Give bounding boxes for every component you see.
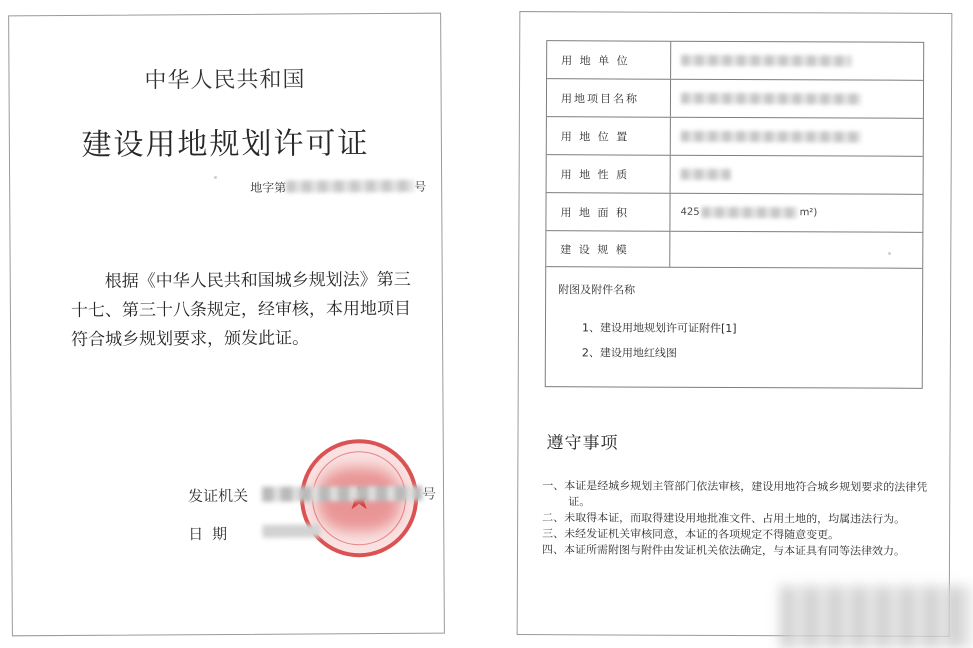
rule-item: 一、本证是经城乡规划主管部门依法审核，建设用地符合城乡规划要求的法律凭证。 [542, 479, 928, 509]
issuer-suffix: 号 [421, 486, 437, 503]
table-row [547, 41, 923, 81]
scan-speck [888, 252, 891, 255]
rule-item: 三、未经发证机关审核同意，本证的各项规定不得随意变更。 [542, 527, 840, 542]
row-value [671, 42, 923, 80]
issuer-label: 发证机关 [187, 486, 249, 506]
attachments-section [546, 267, 923, 388]
rule-item: 四、本证所需附图与附件由发证机关依法确定，与本证具有同等法律效力。 [541, 543, 906, 558]
row-label: 用 地 性 质 [547, 155, 671, 193]
certificate-number-prefix: 地字第 [250, 180, 287, 195]
certificate-title: 建设用地规划许可证 [81, 126, 370, 163]
row-value [671, 118, 923, 156]
row-label: 用 地 面 积 [546, 193, 670, 231]
row-value [670, 232, 922, 268]
land-info-table [545, 40, 925, 389]
scan-speck [214, 176, 217, 179]
rule-item: 二、未取得本证，而取得建设用地批准文件、占用土地的，均属违法行为。 [542, 511, 906, 526]
certificate-number-suffix: 号 [414, 179, 427, 194]
row-label: 用 地 单 位 [547, 41, 671, 79]
redacted-value [681, 93, 861, 105]
redacted-value [681, 131, 861, 143]
row-label: 用 地 位 置 [547, 117, 671, 155]
redacted-date [262, 524, 320, 537]
area-value-suffix: m²) [799, 207, 818, 219]
certificate-number [250, 178, 426, 196]
attachment-item: 1、建设用地规划许可证附件[1] [581, 321, 737, 336]
redacted-value [702, 207, 798, 218]
attachments-title: 附图及附件名称 [558, 283, 636, 297]
rules-title: 遵守事项 [546, 433, 619, 454]
certificate-cover-page [8, 13, 445, 637]
attachment-item: 2、建设用地红线图 [581, 346, 677, 360]
date-value [262, 524, 320, 539]
table-row [546, 231, 922, 269]
rules-list [542, 478, 934, 560]
area-value-prefix: 425 [680, 206, 700, 218]
issuer-value [262, 484, 436, 505]
table-row [546, 193, 922, 233]
statement-paragraph: 根据《中华人民共和国城乡规划法》第三十七、第三十八条规定，经审核，本用地项目符合城乡规划要求，颁发此证。 [70, 269, 411, 350]
watermark-redaction [780, 586, 973, 648]
redacted-number [286, 180, 414, 193]
row-value [670, 194, 922, 232]
date-label: 日 期 [188, 524, 230, 544]
table-row [547, 117, 923, 157]
redacted-value [681, 169, 731, 180]
row-value [671, 80, 923, 118]
row-label: 用地项目名称 [547, 79, 671, 117]
certificate-details-page [517, 11, 953, 637]
certificate-statement [71, 266, 422, 355]
row-label: 建 设 规 模 [546, 231, 670, 267]
table-row [547, 79, 923, 119]
redacted-issuer [262, 486, 422, 502]
row-value [671, 156, 923, 194]
redacted-value [681, 55, 851, 67]
table-row [547, 155, 923, 195]
country-name: 中华人民共和国 [144, 67, 306, 94]
